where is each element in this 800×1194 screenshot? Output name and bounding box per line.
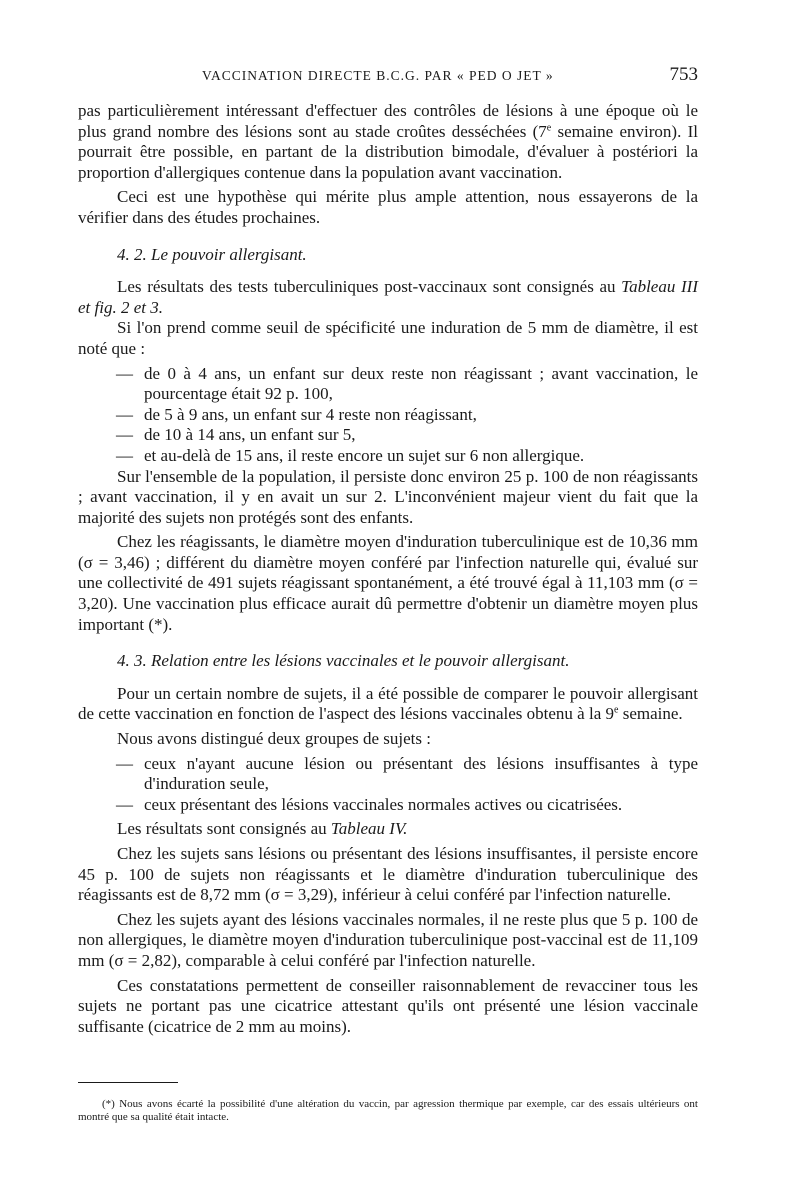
paragraph: Chez les sujets sans lésions ou présentant des lésions insuffisantes, il persiste encore 45 p. 100 de sujets non réagissants et le diamètre d'induration tuberculinique des réagissants est de 8,72 mm (σ = 3,29), inférieur à celui conféré par l'infection naturelle.	[78, 844, 698, 905]
list-item: — de 10 à 14 ans, un enfant sur 5,	[116, 425, 356, 445]
paragraph: Sur l'ensemble de la population, il persiste donc environ 25 p. 100 de non réagissants ; avant vaccination, il y en avait un sur 2. L'inconvénient majeur vient du fait que la majorité des sujets non protégés sont des enfants.	[78, 466, 698, 527]
paragraph: Chez les sujets ayant des lésions vaccinales normales, il ne reste plus que 5 p. 100 de non allergiques, le diamètre moyen d'induration tuberculinique post-vaccinal est de 11,109 mm (σ = 2,82), comparable à celui conféré par l'infection naturelle.	[78, 909, 698, 970]
paragraph: Nous avons distingué deux groupes de sujets :	[117, 729, 431, 749]
footnote-rule	[78, 1082, 178, 1083]
dash-list	[78, 364, 698, 467]
running-title: VACCINATION DIRECTE B.C.G. PAR « PED O JET »	[202, 68, 554, 83]
paragraph: Les résultats sont consignés au Tableau IV.	[117, 819, 408, 839]
paragraph: Ces constatations permettent de conseiller raisonnablement de revacciner tous les sujets ne portant pas une cicatrice attestant qu'ils ont présenté une lésion vaccinale suffisante (cicatrice de 2 mm au moins).	[78, 975, 698, 1036]
list-item: — et au-delà de 15 ans, il reste encore un sujet sur 6 non allergique.	[116, 445, 585, 465]
page-number: 753	[669, 64, 698, 85]
dash-list	[78, 754, 698, 816]
list-item: — de 5 à 9 ans, un enfant sur 4 reste non réagissant,	[116, 404, 477, 424]
paragraph: Les résultats des tests tuberculiniques post-vaccinaux sont consignés au Tableau III et fig. 2 et 3.	[78, 277, 698, 317]
running-header	[78, 64, 698, 88]
footnote: (*) Nous avons écarté la possibilité d'une altération du vaccin, par agression thermique par exemple, car des essais ultérieurs ont montré que sa qualité était intacte.	[78, 1098, 698, 1123]
body-text	[78, 101, 698, 1037]
paragraph: Chez les réagissants, le diamètre moyen d'induration tuberculinique est de 10,36 mm (σ = 3,46) ; différent du diamètre moyen conféré par l'infection naturelle qui, évalué sur une collectivité de 491 sujets réagissant spontanément, a été trouvé égal à 11,103 mm (σ = 3,20). Une vaccination plus efficace aurait dû permettre d'obtenir un diamètre moyen plus important (*).	[78, 532, 698, 634]
section-heading-4-2: 4. 2. Le pouvoir allergisant.	[117, 244, 307, 264]
paragraph: pas particulièrement intéressant d'effectuer des contrôles de lésions à une époque où le plus grand nombre des lésions sont au stade croûtes desséchées (7e semaine environ). Il pourrait être possible, en partant de la distribution bimodale, d'évaluer à postériori la proportion d'allergiques contenue dans la population avant vaccination.	[78, 101, 698, 182]
list-item: — ceux présentant des lésions vaccinales normales actives ou cicatrisées.	[116, 794, 623, 814]
list-item: — de 0 à 4 ans, un enfant sur deux reste non réagissant ; avant vaccination, le pourcentage était 92 p. 100,	[116, 363, 698, 404]
section-heading-4-3: 4. 3. Relation entre les lésions vaccinales et le pouvoir allergisant.	[117, 651, 570, 671]
list-item: — ceux n'ayant aucune lésion ou présentant des lésions insuffisantes à type d'induration seule,	[116, 753, 698, 794]
paragraph: Si l'on prend comme seuil de spécificité une induration de 5 mm de diamètre, il est noté que :	[78, 318, 698, 358]
paragraph: Pour un certain nombre de sujets, il a été possible de comparer le pouvoir allergisant de cette vaccination en fonction de l'aspect des lésions vaccinales obtenu à la 9e semaine.	[78, 683, 698, 724]
paragraph: Ceci est une hypothèse qui mérite plus ample attention, nous essayerons de la vérifier dans des études prochaines.	[78, 187, 698, 227]
